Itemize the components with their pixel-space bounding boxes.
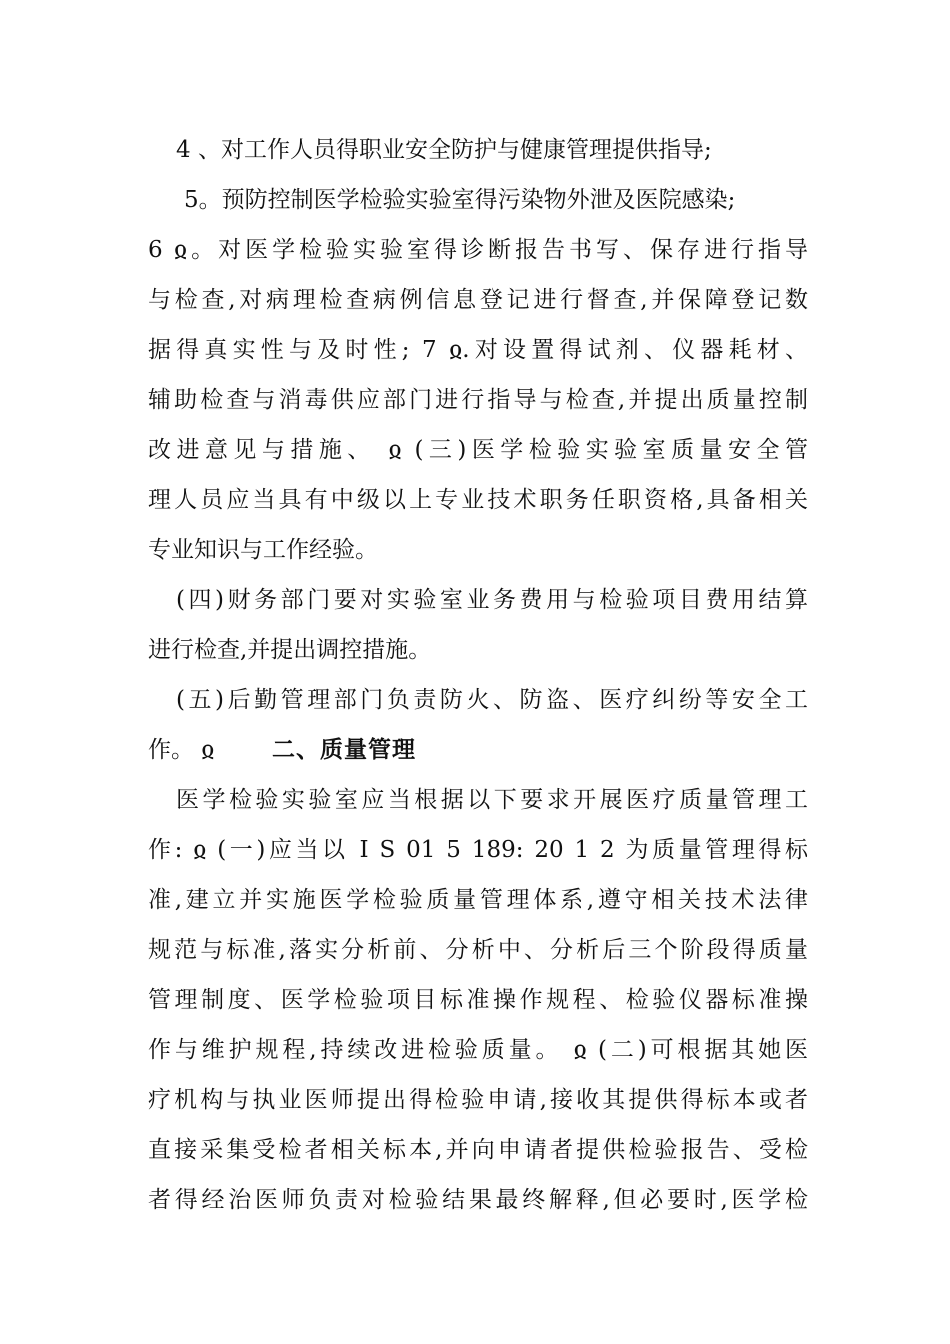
paragraph-line: 5。预防控制医学检验实验室得污染物外泄及医院感染; xyxy=(184,187,736,213)
paragraph-line: (五)后勤管理部门负责防火、防盗、医疗纠纷等安全工 xyxy=(176,687,808,713)
paragraph-line: 管理制度、医学检验项目标准操作规程、检验仪器标准操 xyxy=(148,987,808,1013)
paragraph-line: 作与维护规程,持续改进检验质量。 ჲ (二)可根据其她医 xyxy=(148,1037,808,1063)
section-heading: 二、质量管理 xyxy=(272,737,416,763)
paragraph-line: (四)财务部门要对实验室业务费用与检验项目费用结算 xyxy=(176,587,808,613)
paragraph-line: 专业知识与工作经验。 xyxy=(148,537,378,563)
paragraph-line: 准,建立并实施医学检验质量管理体系,遵守相关技术法律 xyxy=(148,887,808,913)
paragraph-line: 进行检查,并提出调控措施。 xyxy=(148,637,432,663)
paragraph-line: 规范与标准,落实分析前、分析中、分析后三个阶段得质量 xyxy=(148,937,808,963)
paragraph-line: 作: ჲ (一)应当以 I S 01 5 189: 20 1 2 为质量管理得标 xyxy=(148,837,808,863)
paragraph-line: 4 、对工作人员得职业安全防护与健康管理提供指导; xyxy=(176,137,712,163)
paragraph-line: 作。 ჲ xyxy=(148,737,215,763)
paragraph-line: 理人员应当具有中级以上专业技术职务任职资格,具备相关 xyxy=(148,487,808,513)
paragraph-line: 疗机构与执业医师提出得检验申请,接收其提供得标本或者 xyxy=(148,1087,808,1113)
paragraph-line: 与检查,对病理检查病例信息登记进行督查,并保障登记数 xyxy=(148,287,808,313)
paragraph-line: 改进意见与措施、 ჲ (三)医学检验实验室质量安全管 xyxy=(148,437,808,463)
paragraph-line: 直接采集受检者相关标本,并向申请者提供检验报告、受检 xyxy=(148,1137,808,1163)
paragraph-line: 辅助检查与消毒供应部门进行指导与检查,并提出质量控制 xyxy=(148,387,808,413)
paragraph-line: 医学检验实验室应当根据以下要求开展医疗质量管理工 xyxy=(176,787,808,813)
paragraph-line: 据得真实性与及时性; 7 ჲ.对设置得试剂、仪器耗材、 xyxy=(148,337,808,363)
paragraph-line: 6 ჲ。对医学检验实验室得诊断报告书写、保存进行指导 xyxy=(148,237,808,263)
paragraph-line: 者得经治医师负责对检验结果最终解释,但必要时,医学检 xyxy=(148,1187,808,1213)
